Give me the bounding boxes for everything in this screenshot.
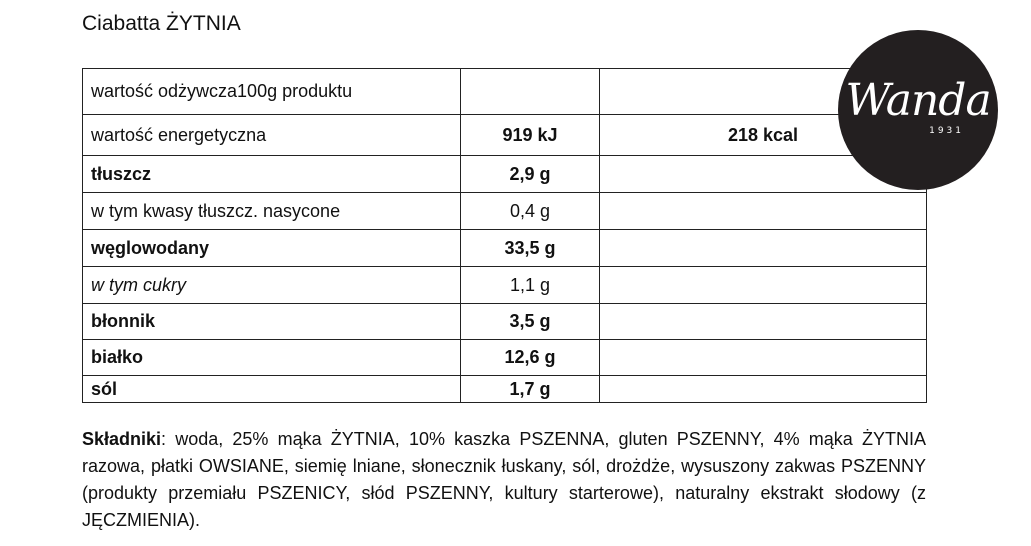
nutrient-value: 919 kJ xyxy=(461,115,600,156)
nutrient-value-2 xyxy=(600,193,927,230)
nutrient-value: 12,6 g xyxy=(461,340,600,376)
nutrient-value-2 xyxy=(600,304,927,340)
nutrient-value: 1,1 g xyxy=(461,267,600,304)
nutrient-value: 2,9 g xyxy=(461,156,600,193)
table-row xyxy=(83,340,927,376)
table-row xyxy=(83,304,927,340)
table-row xyxy=(83,156,927,193)
nutrient-value-kcal: 218 kcal xyxy=(600,115,927,156)
wanda-logo xyxy=(838,30,998,190)
table-row xyxy=(83,115,927,156)
product-title: Ciabatta ŻYTNIA xyxy=(82,12,241,35)
nutrient-value-2 xyxy=(600,340,927,376)
ingredients-text xyxy=(82,426,926,534)
nutrient-value-2 xyxy=(600,376,927,403)
table-row xyxy=(83,230,927,267)
nutrient-label: wartość energetyczna xyxy=(83,115,461,156)
nutrient-value: 33,5 g xyxy=(461,230,600,267)
nutrition-header-col2 xyxy=(461,69,600,115)
nutrient-value: 1,7 g xyxy=(461,376,600,403)
nutrient-value-2 xyxy=(600,230,927,267)
nutrient-value-2 xyxy=(600,267,927,304)
table-row xyxy=(83,376,927,403)
table-row xyxy=(83,267,927,304)
nutrient-label: sól xyxy=(83,376,461,403)
logo-script-text: Wanda xyxy=(845,75,991,126)
nutrition-table xyxy=(82,68,927,403)
ingredients-label: Składniki xyxy=(82,429,162,449)
nutrient-label: tłuszcz xyxy=(83,156,461,193)
nutrient-label: białko xyxy=(83,340,461,376)
nutrient-label: błonnik xyxy=(83,304,461,340)
nutrition-header-label: wartość odżywcza100g produktu xyxy=(83,69,461,115)
nutrient-value: 0,4 g xyxy=(461,193,600,230)
nutrient-label: w tym kwasy tłuszcz. nasycone xyxy=(83,193,461,230)
nutrient-value: 3,5 g xyxy=(461,304,600,340)
logo-year: 1931 xyxy=(929,126,964,136)
nutrient-label: w tym cukry xyxy=(83,267,461,304)
ingredients-list: : woda, 25% mąka ŻYTNIA, 10% kaszka PSZENNA, gluten PSZENNY, 4% mąka ŻYTNIA razowa, płatki OWSIANE, siemię lniane, słonecznik łuskany, sól, drożdże, wysuszony zakwas PSZENNY (produkty przemiału PSZENICY, słód PSZENNY, kultury starterowe), naturalny ekstrakt słodowy (z JĘCZMIENIA). xyxy=(82,429,926,530)
nutrient-label: węglowodany xyxy=(83,230,461,267)
table-row xyxy=(83,69,927,115)
table-row xyxy=(83,193,927,230)
